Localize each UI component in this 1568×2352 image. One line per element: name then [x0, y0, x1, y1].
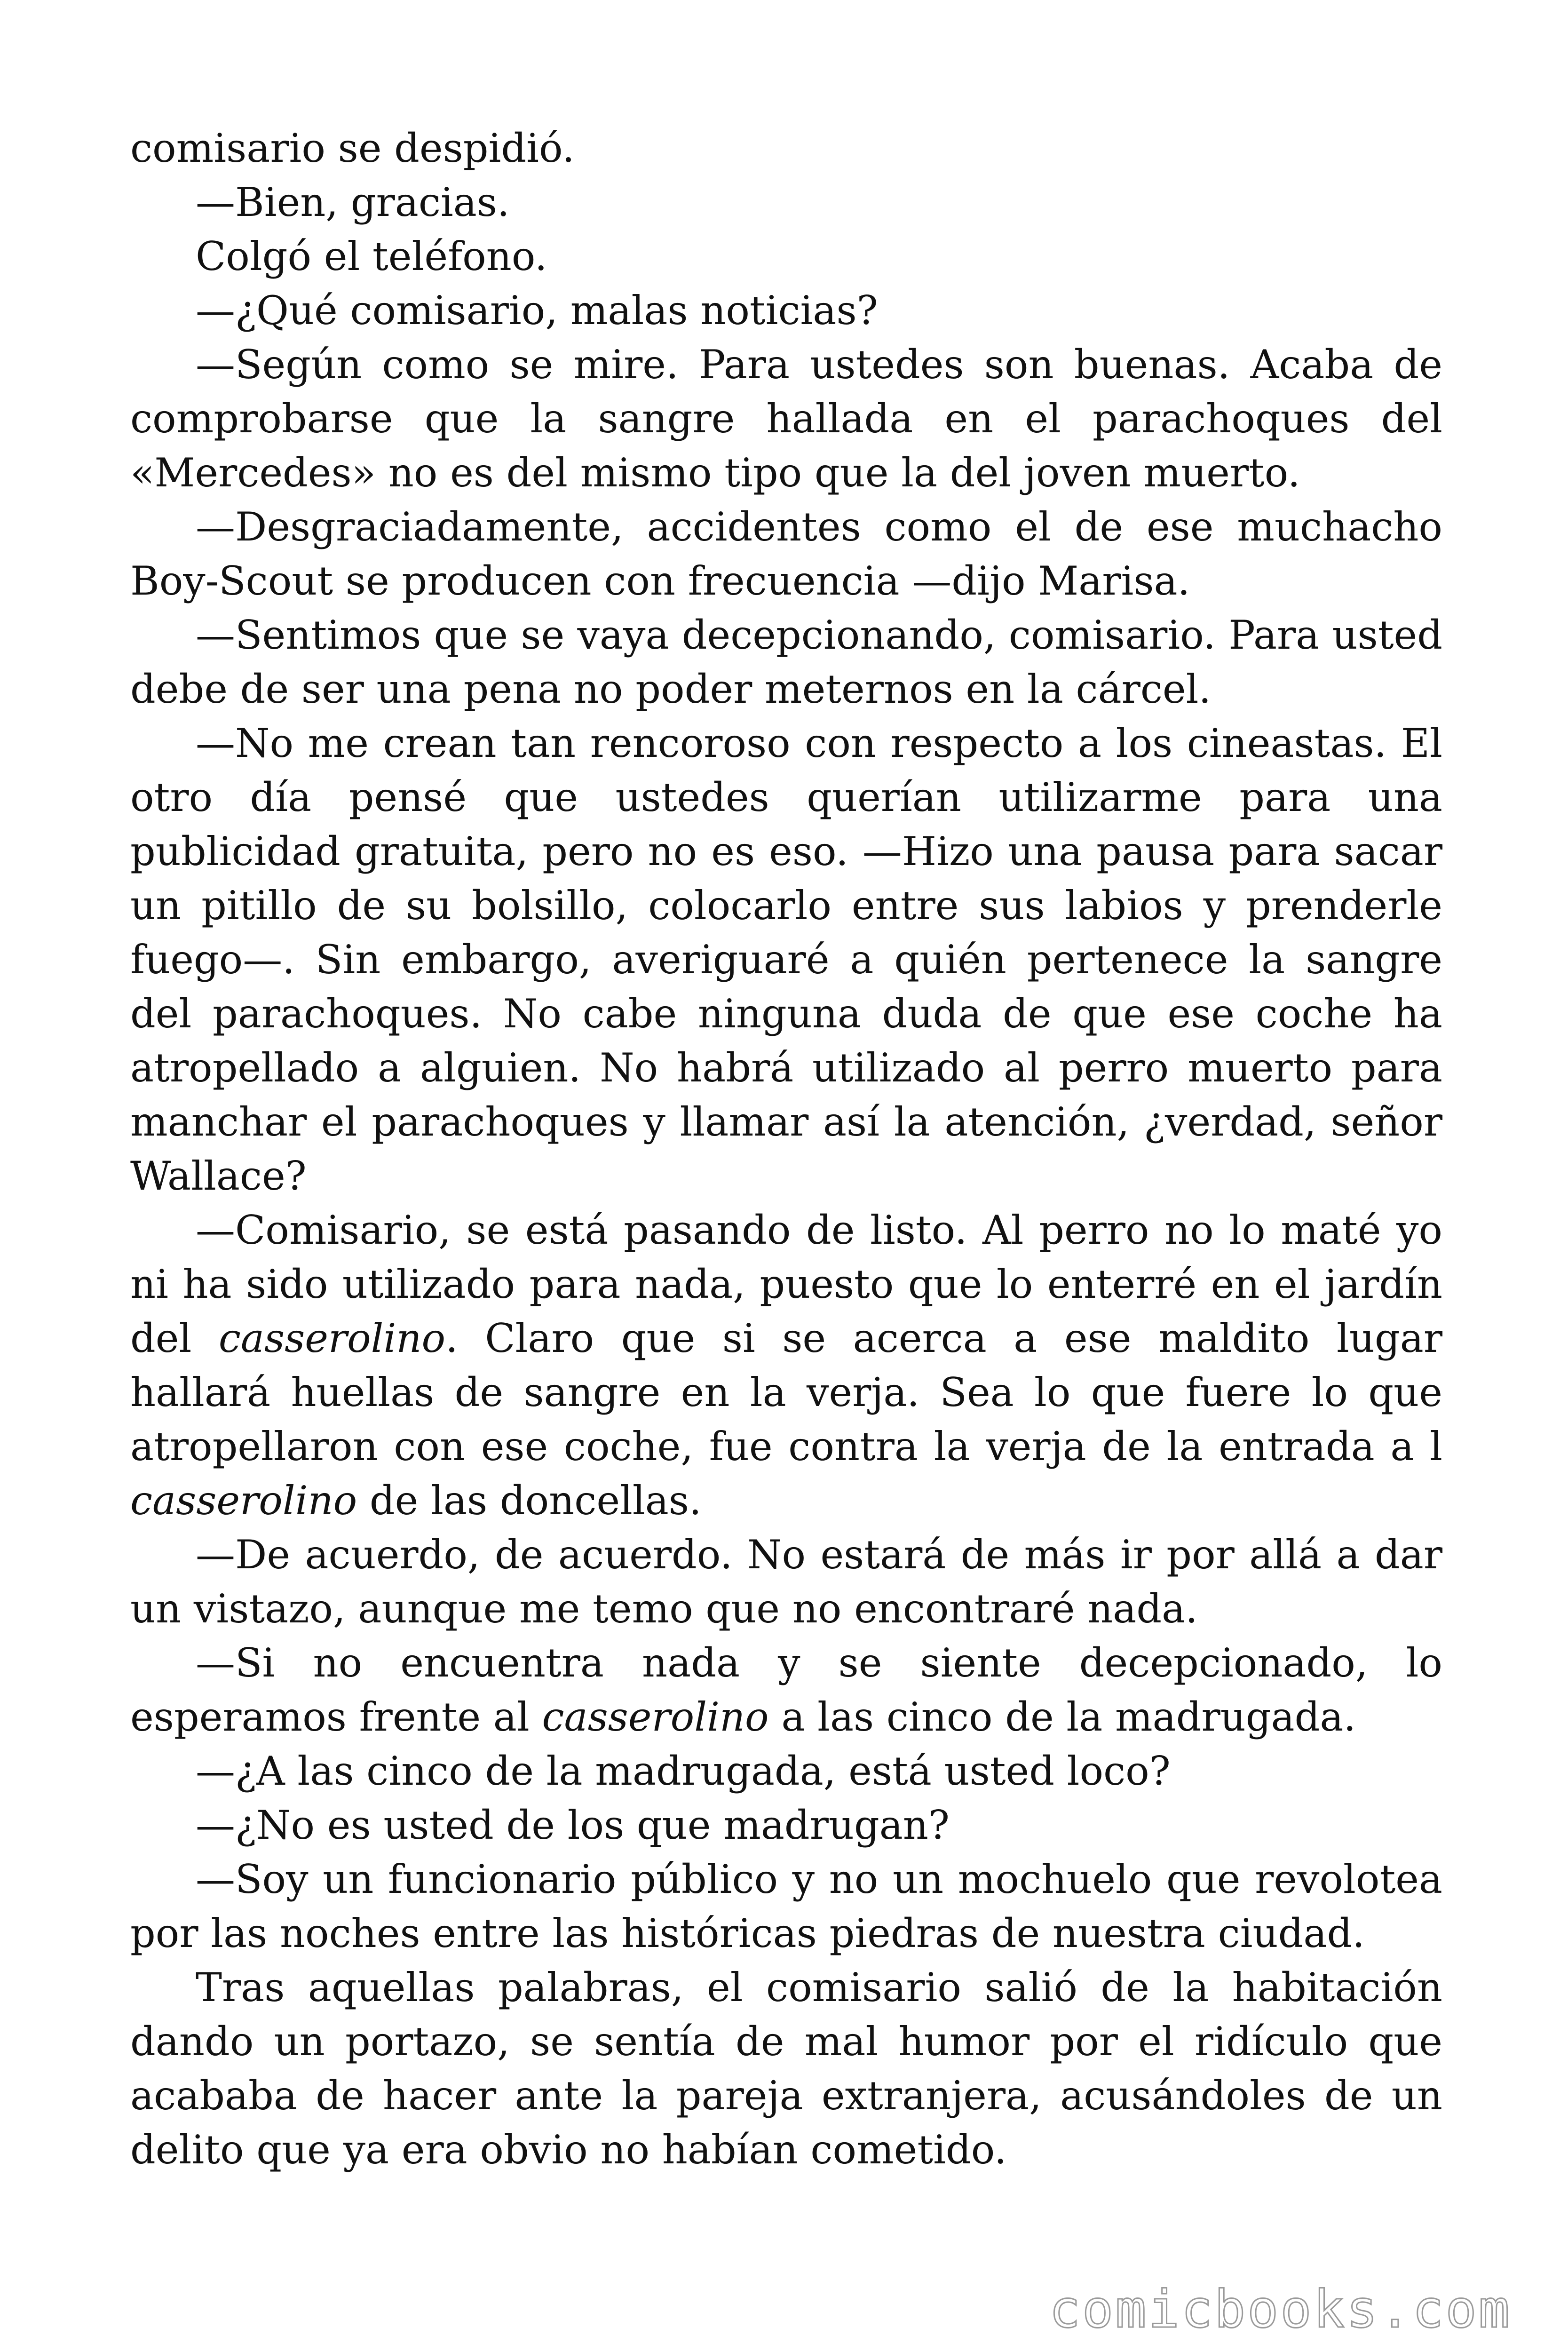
paragraph — [130, 284, 1442, 338]
italic-text: casserolino — [218, 1315, 446, 1361]
paragraph — [130, 230, 1442, 284]
paragraph-text: —Según como se mire. Para ustedes son buenas. Acaba de comprobarse que la sangre hallada en el parachoques del «Mercedes» no es del mismo tipo que la del joven muerto. — [130, 342, 1442, 496]
paragraph — [130, 608, 1442, 716]
paragraph-text: Tras aquellas palabras, el comisario salió de la habitación dando un portazo, se sentía de mal humor por el ridículo que acababa de hacer ante la pareja extranjera, acusándoles de un delito que ya era obvio no habían cometido. — [130, 1964, 1442, 2173]
paragraph — [130, 121, 1442, 175]
paragraph-text: . Claro que si se acerca a ese maldito lugar hallará huellas de sangre en la verja. Sea lo que fuere lo que atropellaron con ese coche, fue contra la verja de la entrada a l — [130, 1315, 1442, 1470]
paragraph-text: —¿Qué comisario, malas noticias? — [196, 287, 878, 334]
paragraph-text: —Comisario, se está pasando de listo. Al perro no lo maté yo ni ha sido utilizado para nada, puesto que lo enterré en el jardín del — [130, 1207, 1442, 1361]
paragraph-text: —De acuerdo, de acuerdo. No estará de más ir por allá a dar un vistazo, aunque me temo que no encontraré nada. — [130, 1532, 1442, 1632]
paragraph-text: —¿No es usted de los que madrugan? — [196, 1802, 950, 1848]
paragraph — [130, 1852, 1442, 1961]
paragraph — [130, 1798, 1442, 1852]
paragraph — [130, 1528, 1442, 1636]
paragraph-text: —Desgraciadamente, accidentes como el de ese muchacho Boy-Scout se producen con frecuencia —dijo Marisa. — [130, 504, 1442, 604]
paragraph — [130, 175, 1442, 230]
paragraph — [130, 1744, 1442, 1798]
paragraph — [130, 716, 1442, 1203]
paragraph-text: —Sentimos que se vaya decepcionando, comisario. Para usted debe de ser una pena no poder meternos en la cárcel. — [130, 612, 1442, 712]
paragraph — [130, 500, 1442, 608]
paragraph-text: Colgó el teléfono. — [196, 233, 547, 279]
paragraph-text: a las cinco de la madrugada. — [768, 1694, 1356, 1740]
paragraph-text: comisario se despidió. — [130, 125, 575, 171]
paragraph — [130, 1636, 1442, 1744]
book-page-body — [130, 121, 1442, 2177]
paragraph-text: de las doncellas. — [357, 1478, 702, 1524]
italic-text: casserolino — [542, 1694, 769, 1740]
italic-text: casserolino — [130, 1478, 357, 1524]
paragraph-text: —Bien, gracias. — [196, 179, 510, 225]
paragraph-text: —Soy un funcionario público y no un mochuelo que revolotea por las noches entre las históricas piedras de nuestra ciudad. — [130, 1856, 1442, 1956]
watermark: comicbooks.com — [1049, 2279, 1512, 2339]
paragraph — [130, 1203, 1442, 1528]
paragraph-text: —¿A las cinco de la madrugada, está usted loco? — [196, 1748, 1171, 1794]
paragraph-text: —No me crean tan rencoroso con respecto a los cineastas. El otro día pensé que ustedes querían utilizarme para una publicidad gratuita, pero no es eso. —Hizo una pausa para sacar un pitillo de su bolsillo, colocarlo entre sus labios y prenderle fuego—. Sin embargo, averiguaré a quién pertenece la sangre del parachoques. No cabe ninguna duda de que ese coche ha atropellado a alguien. No habrá utilizado al perro muerto para manchar el parachoques y llamar así la atención, ¿verdad, señor Wallace? — [130, 720, 1442, 1199]
paragraph — [130, 1961, 1442, 2177]
paragraph — [130, 338, 1442, 500]
paragraph-text: —Si no encuentra nada y se siente decepcionado, lo esperamos frente al — [130, 1640, 1442, 1740]
